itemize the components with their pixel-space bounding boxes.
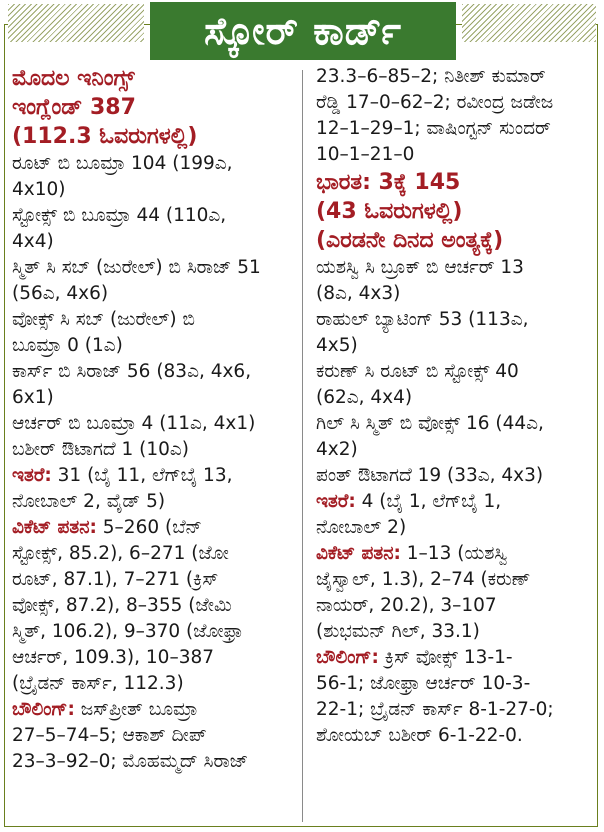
score-line: 4x10) [12, 179, 66, 200]
section-heading: ಇಂಗ್ಲೆಂಡ್ 387 [12, 95, 136, 120]
score-text: 1–13 (ಯಶಸ್ವಿ [400, 543, 508, 564]
section-heading: (ಎರಡನೇ ದಿನದ ಅಂತ್ಯಕ್ಕೆ) [316, 228, 504, 253]
score-line: 22-1; ಬ್ರೈಡನ್ ಕಾರ್ಸ್ 8-1-27-0; [316, 699, 554, 720]
score-line: ಆರ್ಚರ್, 109.3), 10–387 [12, 647, 215, 668]
score-text: 4 (ಬೈ 1, ಲೆಗ್‌ಬೈ 1, [355, 491, 502, 512]
scorecard-title: ಸ್ಕೋರ್ ಕಾರ್ಡ್ [204, 8, 402, 53]
scorecard-title-banner [150, 2, 456, 60]
score-line: (ಬ್ರೈಡನ್ ಕಾರ್ಸ್, 112.3) [12, 673, 184, 694]
score-line: ಕಾರ್ಸ್ ಬಿ ಸಿರಾಜ್ 56 (83ಎ, 4x6, [12, 361, 252, 382]
score-line: ಆರ್ಚರ್ ಬಿ ಬೂಮ್ರಾ 4 (11ಎ, 4x1) [12, 413, 256, 434]
section-label: ಇತರೆ: [12, 465, 52, 486]
score-line: (8ಎ, 4x3) [316, 283, 401, 304]
score-line: ವೋಕ್ಸ್, 87.2), 8–355 (ಜೇಮಿ [12, 595, 232, 616]
score-line-labeled [12, 515, 294, 541]
score-line: 10–1–21–0 [316, 144, 415, 165]
score-line: 23.3–6–85–2; ನಿತೀಶ್ ಕುಮಾರ್ [316, 66, 546, 87]
section-heading: ಮೊದಲ ಇನಿಂಗ್ಸ್ [12, 66, 135, 91]
section-heading: (112.3 ಓವರುಗಳಲ್ಲಿ) [12, 124, 198, 149]
score-line: 4x2) [316, 439, 358, 460]
score-line: ಪಂತ್ ಔಟಾಗದೆ 19 (33ಎ, 4x3) [316, 465, 544, 486]
score-line: ರೂಟ್, 87.1), 7–271 (ಕ್ರಿಸ್ [12, 569, 219, 590]
score-text: 5–260 (ಬೆನ್ [96, 517, 202, 538]
score-line: ಸ್ಟೋಕ್ಸ್ ಬಿ ಬೂಮ್ರಾ 44 (110ಎ, [12, 205, 227, 226]
section-label: ಬೌಲಿಂಗ್: [316, 647, 379, 668]
score-line: (ಶುಭಮನ್ ಗಿಲ್, 33.1) [316, 621, 480, 642]
score-line: ಕರುಣ್ ಸಿ ರೂಟ್ ಬಿ ಸ್ಟೋಕ್ಸ್ 40 [316, 361, 519, 382]
score-text: 31 (ಬೈ 11, ಲೆಗ್‌ಬೈ 13, [51, 465, 233, 486]
second-innings-column [316, 64, 594, 749]
score-line: ನೋಬಾಲ್ 2) [316, 517, 407, 538]
section-label: ಬೌಲಿಂಗ್: [12, 699, 75, 720]
score-line: ಗಿಲ್ ಸಿ ಸ್ಮಿತ್ ಬಿ ವೋಕ್ಸ್ 16 (44ಎ, [316, 413, 544, 434]
first-innings-column [12, 64, 294, 775]
score-line-labeled [316, 645, 594, 671]
score-line: ನೋಬಾಲ್ 2, ವೈಡ್ 5) [12, 491, 166, 512]
score-line: ಸ್ಮಿತ್ ಸಿ ಸಬ್ (ಜುರೇಲ್) ಬಿ ಸಿರಾಜ್ 51 [12, 257, 261, 278]
hatch-decoration-right [462, 4, 596, 42]
score-line: 23–3–92–0; ಮೊಹಮ್ಮದ್ ಸಿರಾಜ್ [12, 751, 249, 772]
score-line: ಸ್ಮಿತ್, 106.2), 9–370 (ಜೋಫ್ರಾ [12, 621, 243, 642]
hatch-decoration-left [8, 4, 144, 42]
score-text: ಕ್ರಿಸ್ ವೋಕ್ಸ್ 13-1- [378, 647, 513, 668]
section-label: ವಿಕೆಟ್ ಪತನ: [316, 543, 401, 564]
column-divider [302, 70, 303, 822]
score-text: ಜಸ್‌ಪ್ರೀತ್ ಬೂಮ್ರಾ [74, 699, 198, 720]
score-line: ಬಶೀರ್ ಔಟಾಗದೆ 1 (10ಎ) [12, 439, 190, 460]
section-label: ವಿಕೆಟ್ ಪತನ: [12, 517, 97, 538]
score-line: ರಾಹುಲ್ ಬ್ಯಾಟಿಂಗ್ 53 (113ಎ, [316, 309, 529, 330]
score-line-labeled [316, 541, 594, 567]
score-line: ವೋಕ್ಸ್ ಸಿ ಸಬ್ (ಜುರೇಲ್) ಬಿ [12, 309, 195, 330]
score-line: ಜೈಸ್ವಾಲ್, 1.3), 2–74 (ಕರುಣ್ [316, 569, 531, 590]
score-line: ರೂಟ್ ಬಿ ಬೂಮ್ರಾ 104 (199ಎ, [12, 153, 233, 174]
score-line: (62ಎ, 4x4) [316, 387, 413, 408]
score-line: ರೆಡ್ಡಿ 17–0–62–2; ರವೀಂದ್ರ ಜಡೇಜ [316, 92, 554, 113]
score-line: 6x1) [12, 387, 54, 408]
score-line: ಯಶಸ್ವಿ ಸಿ ಬ್ರೂಕ್ ಬಿ ಆರ್ಚರ್ 13 [316, 257, 524, 278]
section-label: ಇತರೆ: [316, 491, 356, 512]
score-line-labeled [12, 697, 294, 723]
score-line: (56ಎ, 4x6) [12, 283, 109, 304]
score-line: ಬೂಮ್ರಾ 0 (1ಎ) [12, 335, 123, 356]
score-line: 4x4) [12, 231, 54, 252]
score-line: 12–1–29–1; ವಾಷಿಂಗ್ಟನ್ ಸುಂದರ್ [316, 118, 551, 139]
score-line: 4x5) [316, 335, 358, 356]
section-heading: (43 ಓವರುಗಳಲ್ಲಿ) [316, 199, 463, 224]
section-heading: ಭಾರತ: 3ಕ್ಕೆ 145 [316, 170, 461, 195]
score-line: 56-1; ಜೋಫ್ರಾ ಆರ್ಚರ್ 10-3- [316, 673, 531, 694]
score-line-labeled [12, 463, 294, 489]
score-line: 27–5–74–5; ಆಕಾಶ್ ದೀಪ್ [12, 725, 207, 746]
score-line: ನಾಯರ್, 20.2), 3–107 [316, 595, 497, 616]
score-line: ಸ್ಟೋಕ್ಸ್, 85.2), 6–271 (ಜೋ [12, 543, 229, 564]
score-line-labeled [316, 489, 594, 515]
score-line: ಶೋಯಬ್ ಬಶೀರ್ 6-1-22-0. [316, 725, 523, 746]
